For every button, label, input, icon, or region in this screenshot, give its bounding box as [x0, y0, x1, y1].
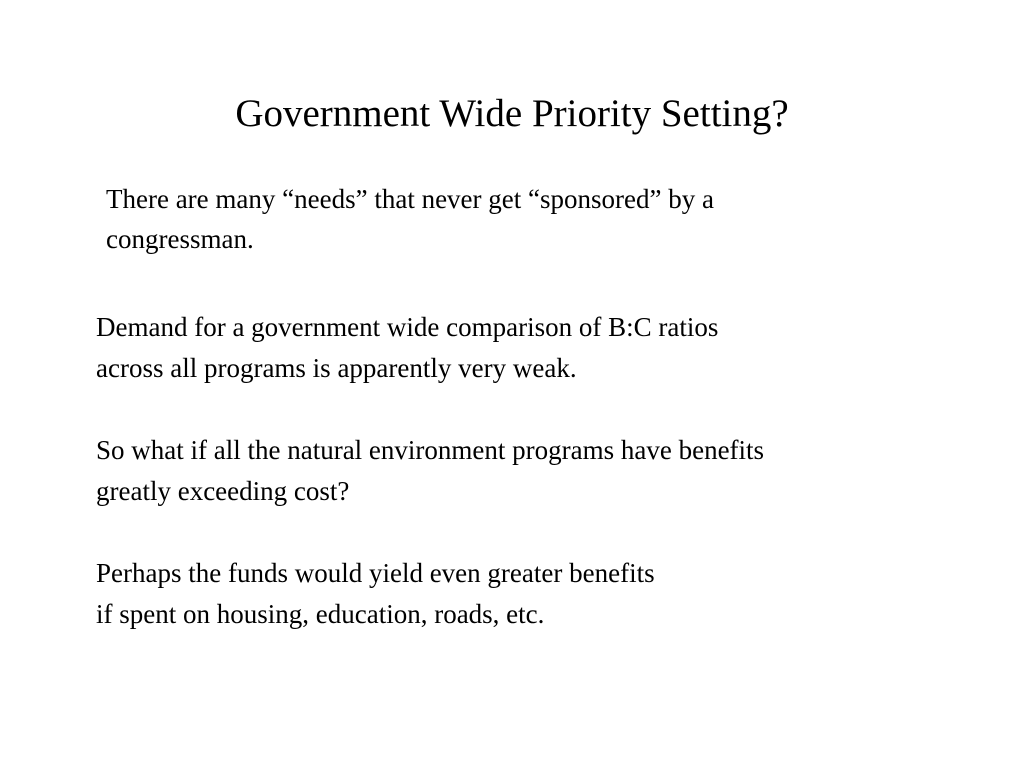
intro-text [106, 179, 926, 259]
paragraph-2-line-2: greatly exceeding cost? [96, 476, 350, 506]
paragraph-3-line-2: if spent on housing, education, roads, etc. [96, 599, 545, 629]
paragraph-3-line-1: Perhaps the funds would yield even greater benefits [96, 558, 655, 588]
slide-title: Government Wide Priority Setting? [235, 92, 789, 135]
intro-line-1: There are many “needs” that never get “sponsored” by a [106, 184, 714, 214]
paragraph-demand-comparison [96, 307, 996, 389]
paragraph-1-line-1: Demand for a government wide comparison of B:C ratios [96, 312, 719, 342]
paragraph-2-line-1: So what if all the natural environment programs have benefits [96, 435, 765, 465]
paragraph-alternative-spending [96, 553, 996, 635]
paragraph-1-line-2: across all programs is apparently very weak. [96, 353, 577, 383]
paragraph-environment-benefits [96, 430, 996, 512]
intro-line-2: congressman. [106, 224, 254, 254]
